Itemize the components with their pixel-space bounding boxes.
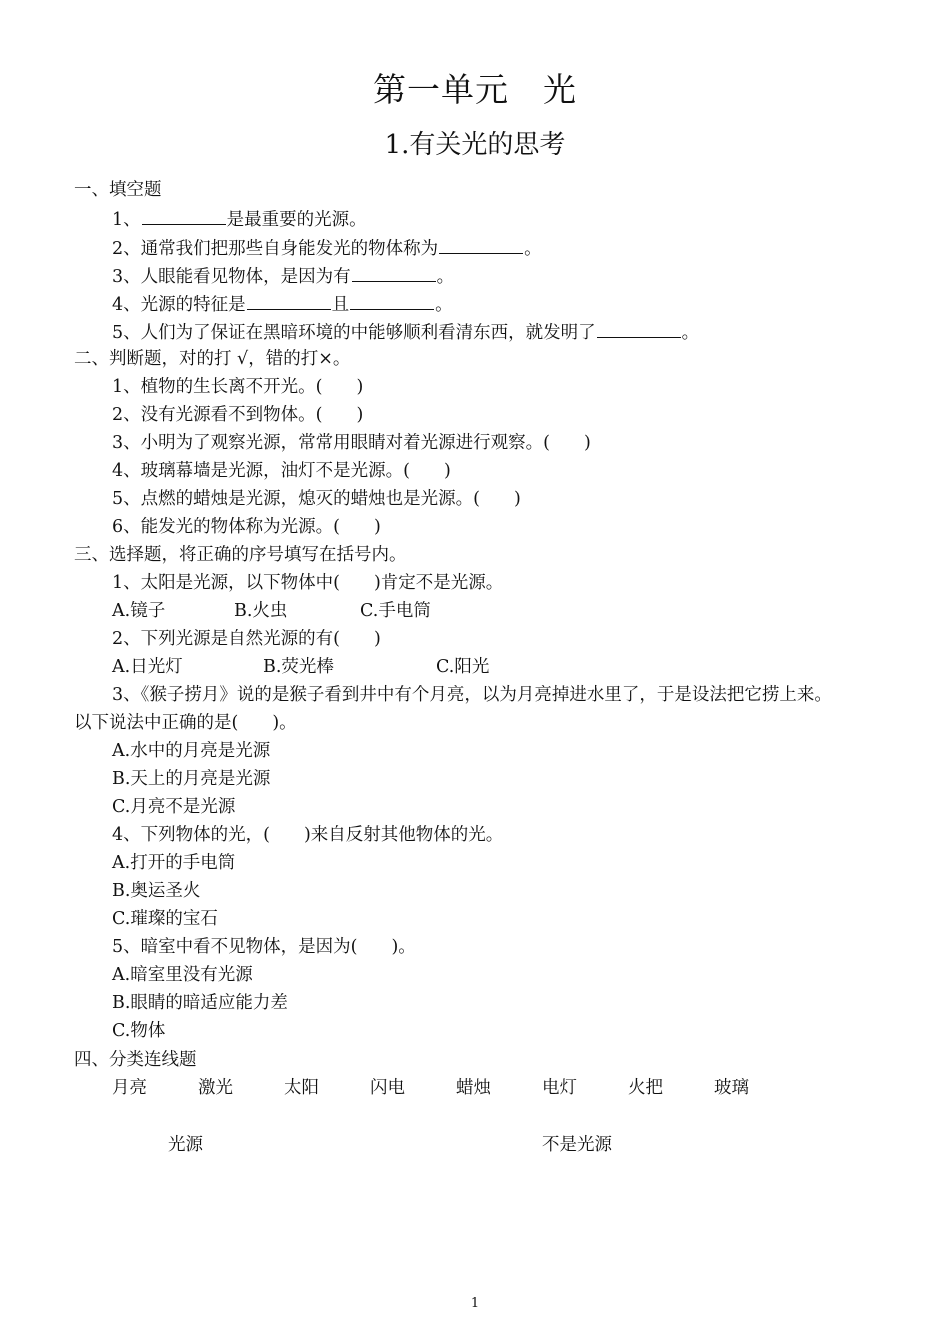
section-multiple-choice: 三、选择题，将正确的序号填写在括号内。 [74, 545, 407, 565]
judge-question-4 [112, 460, 451, 482]
choice-q3-tail: )。 [272, 713, 297, 733]
fill-question-5 [112, 320, 699, 344]
close-paren: ) [443, 461, 451, 481]
option-c: C.璀璨的宝石 [112, 909, 218, 929]
choice-q3-text: 以下说法中正确的是( [74, 713, 239, 733]
fill-q1-text: 1、 [112, 210, 141, 230]
choice-question-1 [112, 572, 503, 594]
choice-q5-tail: )。 [391, 937, 416, 957]
fill-q2-tail: 。 [524, 239, 542, 259]
choice-question-3: 3、《猴子捞月》说的是猴子看到井中有个月亮，以为月亮掉进水里了，于是设法把它捞上来。 [112, 685, 832, 705]
fill-q5-tail: 。 [681, 323, 700, 343]
option-c: C.月亮不是光源 [112, 797, 236, 817]
option-b: B.奥运圣火 [112, 881, 201, 901]
option-a: A.水中的月亮是光源 [112, 741, 271, 761]
choice-question-2 [112, 628, 381, 650]
fill-q4-text: 4、光源的特征是 [112, 295, 246, 315]
choice-question-4 [112, 824, 503, 846]
option-a: A.打开的手电筒 [112, 853, 236, 873]
fill-q4-tail: 。 [435, 295, 453, 315]
option-b: B.荧光棒 [263, 657, 334, 677]
judge-question-3 [112, 432, 591, 454]
fill-q5-text: 5、人们为了保证在黑暗环境的中能够顺利看清东西，就发明了 [112, 323, 596, 343]
fill-q4-mid: 且 [331, 295, 350, 315]
judge-q3-text: 3、小明为了观察光源，常常用眼睛对着光源进行观察。( [112, 433, 550, 453]
fill-question-4 [112, 292, 453, 316]
close-paren: ) [373, 517, 381, 537]
match-item[interactable]: 电灯 [542, 1078, 577, 1098]
choice-q2-text: 2、下列光源是自然光源的有( [112, 629, 340, 649]
answer-blank[interactable] [439, 236, 523, 254]
choice-q1-text: 1、太阳是光源，以下物体中( [112, 573, 340, 593]
page-number: 1 [470, 1296, 480, 1311]
match-category-light-source[interactable]: 光源 [168, 1135, 203, 1155]
judge-question-5 [112, 488, 521, 510]
judge-q5-text: 5、点燃的蜡烛是光源，熄灭的蜡烛也是光源。( [112, 489, 480, 509]
match-item[interactable]: 月亮 [112, 1078, 147, 1098]
match-item[interactable]: 火把 [628, 1078, 663, 1098]
judge-q6-text: 6、能发光的物体称为光源。( [112, 517, 340, 537]
fill-q3-text: 3、人眼能看见物体，是因为有 [112, 267, 351, 287]
close-paren: ) [513, 489, 521, 509]
answer-blank[interactable] [350, 292, 434, 310]
option-a: A.暗室里没有光源 [112, 965, 253, 985]
choice-q4-tail: )来自反射其他物体的光。 [303, 825, 504, 845]
match-item[interactable]: 玻璃 [714, 1078, 749, 1098]
close-paren: ) [583, 433, 591, 453]
option-c: C.物体 [112, 1021, 166, 1041]
section-fill-blank: 一、填空题 [74, 180, 162, 200]
fill-question-1 [112, 207, 367, 231]
close-paren: ) [356, 405, 364, 425]
fill-q2-text: 2、通常我们把那些自身能发光的物体称为 [112, 239, 439, 259]
match-item[interactable]: 蜡烛 [456, 1078, 491, 1098]
match-item[interactable]: 激光 [198, 1078, 233, 1098]
option-b: B.火虫 [234, 601, 288, 621]
match-item[interactable]: 太阳 [284, 1078, 319, 1098]
choice-q2-tail: ) [373, 629, 381, 649]
answer-blank[interactable] [352, 264, 436, 282]
option-c: C.手电筒 [360, 601, 431, 621]
answer-blank[interactable] [247, 292, 331, 310]
option-a: A.日光灯 [112, 657, 183, 677]
judge-question-6 [112, 516, 381, 538]
lesson-title: 1.有关光的思考 [384, 130, 566, 160]
judge-q2-text: 2、没有光源看不到物体。( [112, 405, 323, 425]
choice-q5-text: 5、暗室中看不见物体，是因为( [112, 937, 358, 957]
match-item[interactable]: 闪电 [370, 1078, 405, 1098]
option-b: B.天上的月亮是光源 [112, 769, 271, 789]
option-a: A.镜子 [112, 601, 166, 621]
match-category-not-light-source[interactable]: 不是光源 [542, 1135, 612, 1155]
option-b: B.眼睛的暗适应能力差 [112, 993, 288, 1013]
fill-q3-tail: 。 [436, 267, 455, 287]
choice-question-3-cont [74, 712, 297, 734]
choice-question-5 [112, 936, 416, 958]
judge-question-2 [112, 404, 363, 426]
section-matching: 四、分类连线题 [74, 1050, 197, 1070]
judge-question-1 [112, 376, 363, 398]
choice-q1-tail: )肯定不是光源。 [373, 573, 504, 593]
section-true-false: 二、判断题，对的打 √，错的打×。 [74, 349, 351, 369]
answer-blank[interactable] [142, 207, 226, 225]
page-title: 第一单元 光 [373, 70, 577, 109]
judge-q4-text: 4、玻璃幕墙是光源，油灯不是光源。( [112, 461, 410, 481]
match-items-row [0, 1077, 950, 1101]
close-paren: ) [356, 377, 364, 397]
fill-question-3 [112, 264, 454, 288]
choice-q4-text: 4、下列物体的光，( [112, 825, 270, 845]
answer-blank[interactable] [597, 320, 681, 338]
fill-question-2 [112, 236, 542, 260]
fill-q1-tail: 是最重要的光源。 [226, 210, 367, 230]
judge-q1-text: 1、植物的生长离不开光。( [112, 377, 323, 397]
option-c: C.阳光 [436, 657, 490, 677]
